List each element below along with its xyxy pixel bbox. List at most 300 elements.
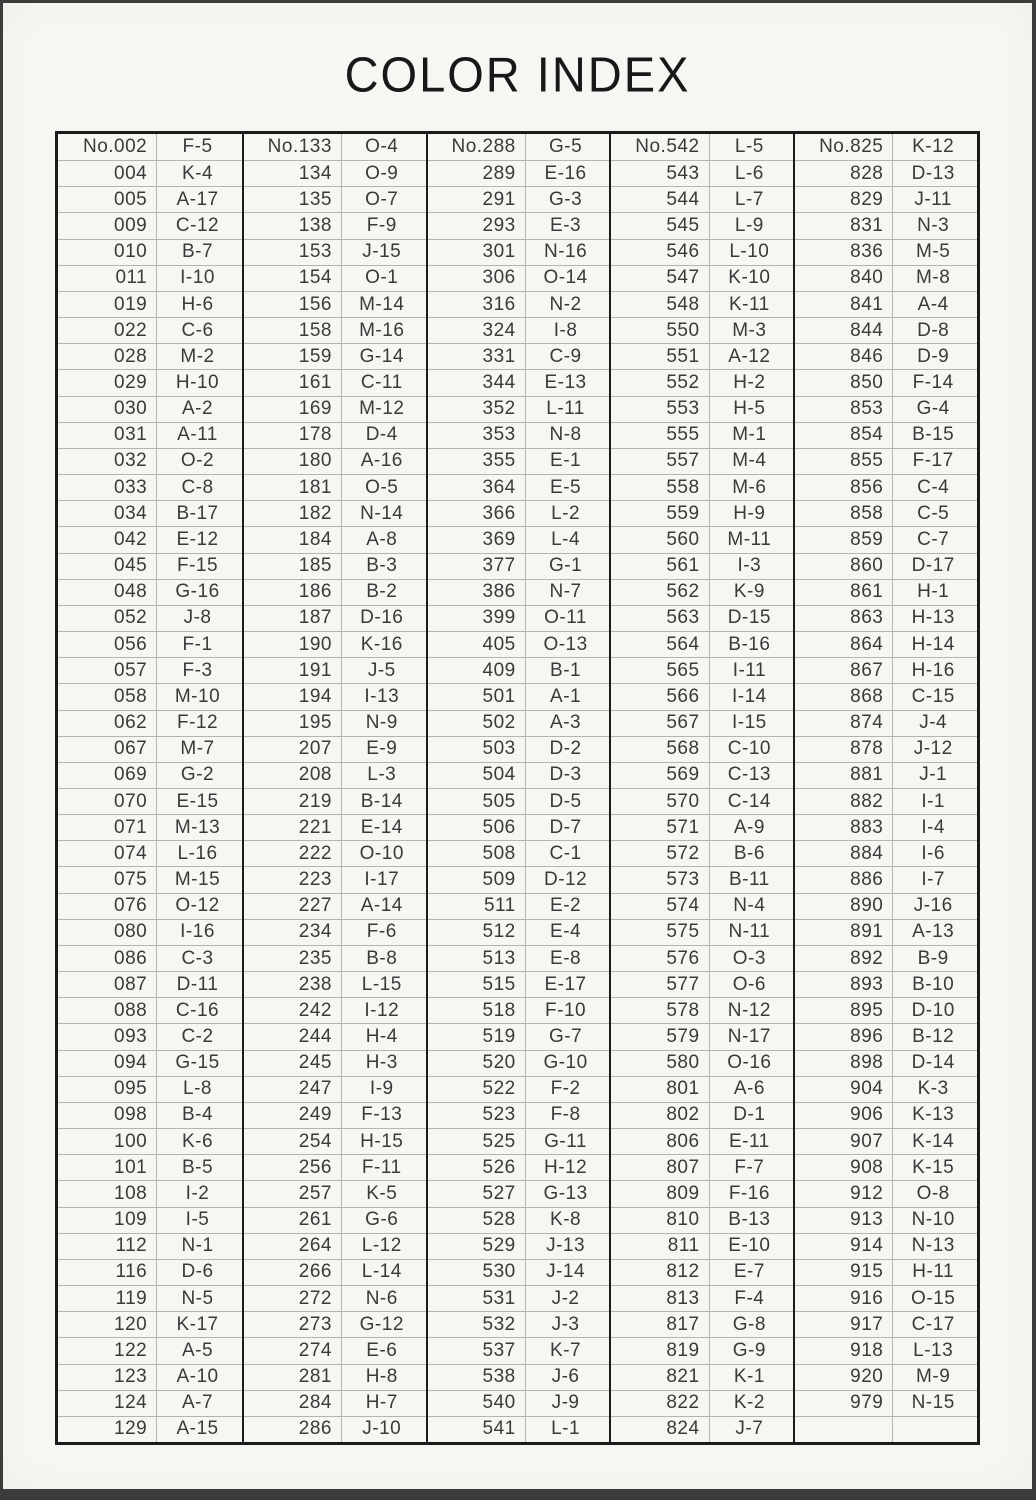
color-number-cell: 352: [428, 397, 526, 422]
grid-code-cell: O-13: [543, 633, 588, 655]
table-row: [244, 343, 426, 369]
grid-code-cell: C-17: [911, 1313, 955, 1335]
table-row: [611, 1180, 793, 1206]
color-number-cell: 088: [58, 998, 157, 1023]
grid-code-cell: E-9: [366, 738, 398, 760]
color-number-cell: 062: [58, 711, 157, 736]
color-number-cell: 868: [795, 684, 893, 709]
table-row: [58, 500, 242, 526]
table-row: [58, 186, 242, 212]
table-row: [428, 239, 610, 265]
table-row: [795, 1364, 977, 1390]
table-row: [428, 893, 610, 919]
color-number-cell: 914: [795, 1234, 893, 1259]
grid-code-cell: [893, 1417, 977, 1442]
grid-code-cell: F-16: [728, 1182, 770, 1204]
table-column-group: [242, 134, 426, 1442]
grid-code-cell: F-15: [176, 555, 219, 577]
table-row: [795, 866, 977, 892]
table-row: [428, 762, 610, 788]
grid-code-cell: A-4: [917, 293, 949, 315]
color-number-cell: 355: [428, 449, 526, 474]
grid-code-cell: I-7: [921, 869, 946, 891]
table-row: [611, 971, 793, 997]
grid-code-cell: O-8: [916, 1182, 950, 1204]
color-number-cell: 526: [428, 1155, 526, 1180]
grid-code-cell: N-8: [549, 424, 582, 446]
table-row: [795, 1076, 977, 1102]
color-number-cell: 550: [611, 318, 709, 343]
color-number-cell: 579: [611, 1024, 709, 1049]
table-column-group: [793, 134, 977, 1442]
color-number-cell: 067: [58, 737, 157, 762]
table-row: [244, 971, 426, 997]
color-number-cell: 286: [244, 1417, 342, 1442]
grid-code-cell: F-8: [550, 1104, 581, 1126]
color-number-cell: 409: [428, 658, 526, 683]
color-number-cell: 386: [428, 580, 526, 605]
color-number-cell: 822: [611, 1391, 709, 1416]
color-number-cell: 560: [611, 527, 709, 552]
grid-code-cell: C-10: [727, 738, 771, 760]
grid-code-cell: M-7: [180, 738, 215, 760]
color-number-cell: 523: [428, 1103, 526, 1128]
color-number-cell: 810: [611, 1208, 709, 1233]
grid-code-cell: C-13: [727, 764, 771, 786]
grid-code-cell: J-5: [367, 659, 396, 681]
table-row: [428, 369, 610, 395]
table-row: [58, 657, 242, 683]
grid-code-cell: C-4: [917, 476, 950, 498]
color-number-cell: 191: [244, 658, 342, 683]
grid-code-cell: D-13: [911, 162, 955, 184]
color-number-cell: 829: [795, 187, 893, 212]
grid-code-cell: E-17: [544, 973, 587, 995]
color-number-cell: 353: [428, 423, 526, 448]
table-row: [428, 317, 610, 343]
color-number-cell: 042: [58, 527, 157, 552]
color-number-cell: 562: [611, 580, 709, 605]
grid-code-cell: G-9: [732, 1339, 766, 1361]
grid-code-cell: C-2: [181, 1026, 214, 1048]
table-row: [611, 1023, 793, 1049]
color-number-cell: 264: [244, 1234, 342, 1259]
grid-code-cell: F-4: [734, 1287, 765, 1309]
grid-code-cell: F-3: [182, 659, 213, 681]
grid-code-cell: O-6: [732, 973, 766, 995]
grid-code-cell: I-10: [180, 267, 215, 289]
grid-code-cell: D-7: [549, 816, 582, 838]
grid-code-cell: L-14: [361, 1261, 402, 1283]
grid-code-cell: J-9: [551, 1392, 580, 1414]
grid-code-cell: A-8: [366, 528, 398, 550]
table-row: [795, 474, 977, 500]
color-number-cell: 273: [244, 1312, 342, 1337]
color-number-cell: No.002: [58, 134, 157, 160]
table-row: [795, 239, 977, 265]
grid-code-cell: G-13: [543, 1182, 588, 1204]
table-row: [58, 317, 242, 343]
table-row: [428, 945, 610, 971]
grid-code-cell: A-3: [550, 712, 582, 734]
table-row: [428, 1337, 610, 1363]
color-number-cell: 559: [611, 501, 709, 526]
table-row: [795, 683, 977, 709]
table-row: [58, 1154, 242, 1180]
grid-code-cell: M-11: [727, 528, 772, 550]
grid-code-cell: K-5: [366, 1182, 398, 1204]
table-row: [244, 1390, 426, 1416]
color-number-cell: 316: [428, 292, 526, 317]
table-row: [58, 736, 242, 762]
grid-code-cell: F-17: [912, 450, 954, 472]
grid-code-cell: M-6: [732, 476, 767, 498]
table-row: [244, 212, 426, 238]
table-row: [58, 212, 242, 238]
color-number-cell: 574: [611, 894, 709, 919]
color-number-cell: 030: [58, 397, 157, 422]
grid-code-cell: A-1: [550, 685, 582, 707]
grid-code-cell: A-14: [360, 895, 403, 917]
table-row: [58, 1128, 242, 1154]
color-number-cell: 272: [244, 1286, 342, 1311]
table-row: [244, 369, 426, 395]
table-row: [244, 553, 426, 579]
grid-code-cell: N-17: [727, 1026, 771, 1048]
table-row: [244, 579, 426, 605]
table-row: [244, 160, 426, 186]
color-number-cell: 181: [244, 475, 342, 500]
grid-code-cell: K-8: [550, 1209, 582, 1231]
color-number-cell: 821: [611, 1365, 709, 1390]
grid-code-cell: A-2: [181, 398, 214, 420]
color-number-cell: 028: [58, 344, 157, 369]
table-row: [58, 291, 242, 317]
table-row: [428, 1023, 610, 1049]
grid-code-cell: O-2: [180, 450, 215, 472]
color-number-cell: 917: [795, 1312, 893, 1337]
table-row: [611, 579, 793, 605]
color-number-cell: 543: [611, 161, 709, 186]
grid-code-cell: G-7: [548, 1026, 583, 1048]
color-number-cell: 576: [611, 946, 709, 971]
color-number-cell: 548: [611, 292, 709, 317]
color-number-cell: 573: [611, 867, 709, 892]
table-row: [244, 1128, 426, 1154]
grid-code-cell: M-13: [174, 816, 221, 838]
color-number-cell: 306: [428, 266, 526, 291]
grid-code-cell: D-2: [549, 738, 582, 760]
table-row: [428, 396, 610, 422]
grid-code-cell: I-9: [369, 1078, 394, 1100]
table-row: [611, 1259, 793, 1285]
table-row: [795, 1023, 977, 1049]
color-number-cell: 828: [795, 161, 893, 186]
color-number-cell: 519: [428, 1024, 526, 1049]
grid-code-cell: L-8: [183, 1078, 212, 1100]
color-number-cell: 571: [611, 815, 709, 840]
grid-code-cell: I-12: [364, 999, 400, 1021]
color-number-cell: 234: [244, 920, 342, 945]
table-row: [795, 422, 977, 448]
color-number-cell: 369: [428, 527, 526, 552]
color-number-cell: 525: [428, 1129, 526, 1154]
color-number-cell: 135: [244, 187, 342, 212]
color-number-cell: 564: [611, 632, 709, 657]
color-number-cell: 022: [58, 318, 157, 343]
grid-code-cell: B-13: [728, 1209, 771, 1231]
table-row: [611, 683, 793, 709]
grid-code-cell: I-13: [364, 685, 400, 707]
grid-code-cell: G-11: [544, 1130, 587, 1152]
table-row: [428, 526, 610, 552]
table-row: [795, 997, 977, 1023]
color-number-cell: 045: [58, 554, 157, 579]
table-row: [244, 736, 426, 762]
grid-code-cell: E-6: [366, 1339, 398, 1361]
grid-code-cell: K-7: [550, 1339, 582, 1361]
table-row: [58, 840, 242, 866]
table-row: [795, 1285, 977, 1311]
grid-code-cell: H-6: [181, 293, 214, 315]
color-number-cell: 182: [244, 501, 342, 526]
table-row: [244, 814, 426, 840]
grid-code-cell: D-10: [911, 999, 955, 1021]
table-row: [611, 396, 793, 422]
table-row: [795, 919, 977, 945]
table-row: [795, 343, 977, 369]
table-row: [58, 1180, 242, 1206]
table-row: [428, 553, 610, 579]
color-number-cell: 377: [428, 554, 526, 579]
grid-code-cell: E-15: [176, 790, 219, 812]
color-number-cell: 254: [244, 1129, 342, 1154]
grid-code-cell: K-2: [733, 1392, 765, 1414]
grid-code-cell: F-14: [912, 372, 954, 394]
color-number-cell: 087: [58, 972, 157, 997]
table-row: [795, 448, 977, 474]
color-number-cell: 101: [58, 1155, 157, 1180]
table-row: [244, 1076, 426, 1102]
table-row: [795, 1180, 977, 1206]
color-number-cell: 070: [58, 789, 157, 814]
grid-code-cell: O-9: [365, 162, 399, 184]
grid-code-cell: N-1: [181, 1235, 214, 1257]
table-row: [428, 1259, 610, 1285]
color-number-cell: 186: [244, 580, 342, 605]
color-number-cell: 566: [611, 684, 709, 709]
table-row: [428, 579, 610, 605]
color-number-cell: 293: [428, 213, 526, 238]
table-row: [611, 1076, 793, 1102]
color-number-cell: 824: [611, 1417, 709, 1442]
table-row: [611, 526, 793, 552]
table-row: [428, 1285, 610, 1311]
table-row: [795, 1259, 977, 1285]
table-row: [58, 1076, 242, 1102]
color-number-cell: 274: [244, 1338, 342, 1363]
table-row: [58, 866, 242, 892]
color-number-cell: 158: [244, 318, 342, 343]
table-row: [795, 788, 977, 814]
table-row: [244, 945, 426, 971]
table-row: [428, 814, 610, 840]
color-number-cell: 005: [58, 187, 157, 212]
grid-code-cell: G-3: [548, 188, 583, 210]
grid-code-cell: J-12: [913, 738, 953, 760]
color-number-cell: 093: [58, 1024, 157, 1049]
color-number-cell: 011: [58, 266, 157, 291]
grid-code-cell: D-1: [733, 1104, 766, 1126]
grid-code-cell: E-13: [544, 372, 587, 394]
color-number-cell: 057: [58, 658, 157, 683]
color-number-cell: 109: [58, 1208, 157, 1233]
table-row: [795, 317, 977, 343]
grid-code-cell: D-16: [360, 607, 404, 629]
grid-code-cell: D-9: [917, 345, 950, 367]
table-row: [58, 893, 242, 919]
color-number-cell: 116: [58, 1260, 157, 1285]
grid-code-cell: O-14: [543, 267, 588, 289]
color-number-cell: 261: [244, 1208, 342, 1233]
grid-code-cell: O-5: [365, 476, 399, 498]
grid-code-cell: J-15: [362, 241, 402, 263]
table-row: [58, 579, 242, 605]
table-row: [428, 683, 610, 709]
grid-code-cell: E-12: [176, 528, 219, 550]
table-row: [795, 1311, 977, 1337]
table-row: [58, 526, 242, 552]
table-row: [611, 1233, 793, 1259]
grid-code-cell: G-6: [365, 1209, 399, 1231]
color-number-cell: 244: [244, 1024, 342, 1049]
table-row: [795, 526, 977, 552]
color-number-cell: 891: [795, 920, 893, 945]
table-row: [244, 526, 426, 552]
table-row: [795, 1154, 977, 1180]
table-row: [795, 186, 977, 212]
color-number-cell: 532: [428, 1312, 526, 1337]
grid-code-cell: B-8: [366, 947, 398, 969]
color-number-cell: 979: [795, 1391, 893, 1416]
color-number-cell: 154: [244, 266, 342, 291]
table-row: [244, 186, 426, 212]
grid-code-cell: O-11: [544, 607, 587, 629]
color-number-cell: 551: [611, 344, 709, 369]
grid-code-cell: I-5: [185, 1209, 210, 1231]
color-number-cell: 227: [244, 894, 342, 919]
table-row: [58, 1102, 242, 1128]
color-number-cell: 138: [244, 213, 342, 238]
grid-code-cell: L-1: [551, 1418, 581, 1440]
grid-code-cell: B-16: [728, 633, 771, 655]
table-row: [244, 1364, 426, 1390]
grid-code-cell: B-4: [181, 1104, 214, 1126]
grid-code-cell: N-10: [911, 1209, 955, 1231]
color-number-cell: 878: [795, 737, 893, 762]
grid-code-cell: N-11: [728, 921, 771, 943]
table-row: [611, 657, 793, 683]
table-row: [611, 1154, 793, 1180]
color-number-cell: 544: [611, 187, 709, 212]
color-number-cell: 527: [428, 1181, 526, 1206]
color-number-cell: 545: [611, 213, 709, 238]
color-number-cell: 161: [244, 370, 342, 395]
color-number-cell: 807: [611, 1155, 709, 1180]
grid-code-cell: F-2: [550, 1078, 581, 1100]
table-row: [428, 1390, 610, 1416]
color-number-cell: 195: [244, 711, 342, 736]
table-row: [244, 1207, 426, 1233]
grid-code-cell: K-14: [912, 1130, 955, 1152]
grid-code-cell: K-1: [733, 1366, 765, 1388]
grid-code-cell: O-7: [365, 188, 399, 210]
grid-code-cell: B-2: [366, 581, 398, 603]
grid-code-cell: F-1: [182, 633, 213, 655]
grid-code-cell: A-5: [181, 1339, 214, 1361]
table-row: [58, 605, 242, 631]
color-number-cell: 508: [428, 841, 526, 866]
table-row: [244, 448, 426, 474]
grid-code-cell: A-15: [176, 1418, 219, 1440]
table-row: [611, 997, 793, 1023]
color-number-cell: 890: [795, 894, 893, 919]
color-number-cell: 235: [244, 946, 342, 971]
color-number-cell: 004: [58, 161, 157, 186]
table-row: [428, 291, 610, 317]
color-index-table: [55, 131, 980, 1445]
grid-code-cell: B-17: [176, 502, 219, 524]
table-row: [795, 631, 977, 657]
color-number-cell: 577: [611, 972, 709, 997]
table-row: [795, 605, 977, 631]
grid-code-cell: K-9: [733, 581, 765, 603]
table-row: [244, 500, 426, 526]
grid-code-cell: A-12: [728, 345, 771, 367]
grid-code-cell: I-2: [185, 1182, 210, 1204]
table-row: [611, 1416, 793, 1442]
grid-code-cell: I-16: [180, 921, 215, 943]
grid-code-cell: M-1: [732, 424, 767, 446]
color-number-cell: 883: [795, 815, 893, 840]
table-row: [611, 1364, 793, 1390]
grid-code-cell: M-16: [359, 319, 405, 341]
color-number-cell: 511: [428, 894, 526, 919]
table-row: [611, 945, 793, 971]
color-number-cell: 896: [795, 1024, 893, 1049]
table-row: [244, 1050, 426, 1076]
color-number-cell: 509: [428, 867, 526, 892]
table-row: [428, 448, 610, 474]
color-number-cell: 531: [428, 1286, 526, 1311]
table-row: [244, 1180, 426, 1206]
table-row: [58, 265, 242, 291]
table-row: [58, 1416, 242, 1442]
color-number-cell: 324: [428, 318, 526, 343]
grid-code-cell: K-10: [728, 267, 771, 289]
color-number-cell: 844: [795, 318, 893, 343]
grid-code-cell: B-10: [912, 973, 955, 995]
grid-code-cell: C-7: [917, 528, 950, 550]
grid-code-cell: K-16: [360, 633, 403, 655]
grid-code-cell: K-15: [912, 1156, 955, 1178]
grid-code-cell: L-12: [361, 1235, 402, 1257]
grid-code-cell: J-4: [919, 712, 948, 734]
color-number-cell: 405: [428, 632, 526, 657]
color-number-cell: [795, 1417, 893, 1442]
table-row: [795, 1390, 977, 1416]
table-row: [58, 343, 242, 369]
